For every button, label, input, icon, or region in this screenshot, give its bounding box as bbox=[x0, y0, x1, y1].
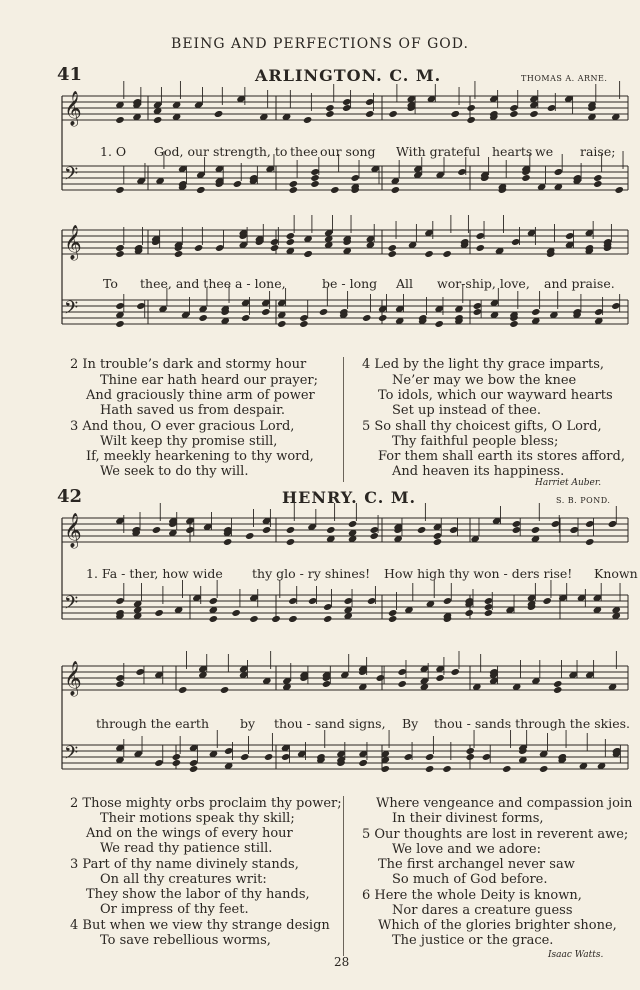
lyric-word: and praise. bbox=[544, 276, 615, 291]
verse-line: In their divinest forms, bbox=[392, 811, 544, 826]
note-head bbox=[531, 526, 540, 534]
page-header: BEING AND PERFECTIONS OF GOD. bbox=[171, 36, 469, 52]
bass-clef: 𝄢 bbox=[64, 743, 79, 768]
note-head bbox=[310, 168, 319, 176]
note-head bbox=[435, 674, 444, 682]
verse-line: 2 In trouble’s dark and stormy hour bbox=[70, 357, 307, 372]
note-head bbox=[425, 753, 434, 761]
note-head bbox=[433, 532, 442, 540]
note-head bbox=[466, 747, 475, 755]
note-head bbox=[209, 615, 218, 623]
verse-line: To save rebellious worms, bbox=[100, 933, 271, 948]
note-head bbox=[115, 674, 124, 682]
note-head bbox=[615, 186, 624, 194]
lyric-word: be - long bbox=[322, 276, 378, 291]
note-head bbox=[388, 615, 397, 623]
note-head bbox=[451, 110, 460, 118]
note-head bbox=[594, 308, 603, 316]
note-head bbox=[482, 753, 491, 761]
note-head bbox=[115, 116, 124, 124]
note-head bbox=[154, 609, 163, 617]
note-head bbox=[281, 753, 290, 761]
note-head bbox=[231, 609, 240, 617]
note-head bbox=[365, 110, 374, 118]
treble-clef: 𝄞 bbox=[64, 91, 82, 126]
lyric-word: our song bbox=[320, 144, 376, 159]
note-head bbox=[442, 250, 451, 258]
lyric-word: To bbox=[103, 276, 118, 291]
note-head bbox=[509, 320, 518, 328]
verse-line: And graciously thine arm of power bbox=[86, 388, 315, 403]
note-head bbox=[466, 116, 475, 124]
note-head bbox=[319, 308, 328, 316]
verse-line: And on the wings of every hour bbox=[86, 826, 293, 841]
note-head bbox=[424, 250, 433, 258]
verse-line: Wilt keep thy promise still, bbox=[100, 434, 278, 449]
verse-line: The first archangel never saw bbox=[378, 857, 575, 872]
note-head bbox=[154, 759, 163, 767]
note-head bbox=[425, 765, 434, 773]
note-head bbox=[233, 180, 242, 188]
note-head bbox=[115, 186, 124, 194]
note-head bbox=[196, 186, 205, 194]
verse-line: The justice or the grace. bbox=[392, 933, 554, 948]
note-head bbox=[214, 110, 223, 118]
note-head bbox=[512, 520, 521, 528]
note-head bbox=[585, 538, 594, 546]
note-head bbox=[172, 759, 181, 767]
note-head bbox=[417, 526, 426, 534]
note-head bbox=[473, 302, 482, 310]
note-head bbox=[115, 244, 124, 252]
note-head bbox=[388, 110, 397, 118]
verse-line: We read thy patience still. bbox=[100, 841, 273, 856]
verse-line: Which of the glories brighter shone, bbox=[378, 918, 617, 933]
lyric-word: God, our strength, to bbox=[154, 144, 288, 159]
note-head bbox=[178, 686, 187, 694]
verse-line: Thine ear hath heard our prayer; bbox=[100, 373, 318, 388]
note-head bbox=[240, 753, 249, 761]
lyric-word: thou - sand signs, bbox=[274, 716, 386, 731]
note-head bbox=[521, 174, 530, 182]
note-head bbox=[388, 609, 397, 617]
note-head bbox=[115, 680, 124, 688]
verse-line: And heaven its happiness. bbox=[392, 464, 565, 479]
note-head bbox=[593, 174, 602, 182]
verse-line: 6 Here the whole Deity is known, bbox=[362, 888, 582, 903]
note-head bbox=[344, 597, 353, 605]
note-head bbox=[270, 238, 279, 246]
lyric-word: wor-ship, love, bbox=[437, 276, 530, 291]
note-head bbox=[310, 180, 319, 188]
composer-arne: THOMAS A. ARNE. bbox=[521, 74, 608, 83]
lyric-word: thou - sands through the skies. bbox=[434, 716, 630, 731]
note-head bbox=[223, 538, 232, 546]
note-head bbox=[185, 526, 194, 534]
note-head bbox=[310, 174, 319, 182]
note-head bbox=[484, 597, 493, 605]
verse-line: Where vengeance and compassion join bbox=[376, 796, 633, 811]
hymn-number-41: 41 bbox=[57, 64, 83, 85]
note-head bbox=[288, 597, 297, 605]
treble-clef: 𝄞 bbox=[64, 661, 82, 696]
note-head bbox=[457, 168, 466, 176]
note-head bbox=[466, 753, 475, 761]
note-head bbox=[449, 526, 458, 534]
verse-line: 5 Our thoughts are lost in reverent awe; bbox=[362, 827, 629, 842]
verse-line: To idols, which our wayward hearts bbox=[378, 388, 613, 403]
note-head bbox=[509, 104, 518, 112]
note-head bbox=[433, 538, 442, 546]
lyric-word: How high thy won - ders rise! bbox=[384, 566, 573, 581]
verse-line: Nor dares a creature guess bbox=[392, 903, 573, 918]
note-head bbox=[308, 597, 317, 605]
note-head bbox=[404, 753, 413, 761]
author-watts: Isaac Watts. bbox=[548, 950, 604, 960]
note-head bbox=[325, 104, 334, 112]
note-head bbox=[261, 308, 270, 316]
lyric-word: we bbox=[535, 144, 554, 159]
note-head bbox=[115, 250, 124, 258]
lyric-word: With grateful bbox=[396, 144, 481, 159]
note-head bbox=[593, 180, 602, 188]
note-head bbox=[473, 308, 482, 316]
note-head bbox=[174, 250, 183, 258]
note-head bbox=[442, 765, 451, 773]
note-head bbox=[388, 250, 397, 258]
verse-line: Ne’er may we bow the knee bbox=[392, 373, 577, 388]
verse-line: 4 But when we view thy strange design bbox=[70, 918, 330, 933]
note-head bbox=[547, 104, 556, 112]
verse-line: 2 Those mighty orbs proclaim thy power; bbox=[70, 796, 342, 811]
note-head bbox=[367, 597, 376, 605]
note-head bbox=[554, 168, 563, 176]
lyric-word: hearts bbox=[492, 144, 533, 159]
lyric-word: by bbox=[240, 716, 256, 731]
lyric-word: raise; bbox=[580, 144, 616, 159]
note-head bbox=[484, 603, 493, 611]
note-head bbox=[553, 680, 562, 688]
tune-title-henry: HENRY. C. M. bbox=[282, 488, 417, 507]
note-head bbox=[189, 765, 198, 773]
verse-divider bbox=[343, 796, 344, 956]
note-head bbox=[270, 244, 279, 252]
lyric-word: thee, and thee bbox=[140, 276, 232, 291]
author-auber: Harriet Auber. bbox=[535, 478, 602, 488]
note-head bbox=[286, 238, 295, 246]
note-head bbox=[370, 532, 379, 540]
note-head bbox=[342, 98, 351, 106]
verse-line: They show the labor of thy hands, bbox=[86, 887, 310, 902]
lyric-word: All bbox=[396, 276, 414, 291]
note-head bbox=[565, 232, 574, 240]
hymn-number-42: 42 bbox=[57, 486, 83, 507]
lyric-word: By bbox=[402, 716, 419, 731]
note-head bbox=[277, 320, 286, 328]
note-head bbox=[189, 759, 198, 767]
note-head bbox=[509, 110, 518, 118]
lyric-word: Known bbox=[594, 566, 638, 581]
lyric-word: through the earth bbox=[96, 716, 209, 731]
note-head bbox=[172, 753, 181, 761]
page-number: 28 bbox=[334, 955, 350, 969]
note-head bbox=[388, 244, 397, 252]
note-head bbox=[378, 314, 387, 322]
verse-line: Or impress of thy feet. bbox=[100, 902, 249, 917]
note-head bbox=[542, 597, 551, 605]
note-head bbox=[529, 110, 538, 118]
note-head bbox=[376, 674, 385, 682]
note-head bbox=[299, 314, 308, 322]
note-head bbox=[342, 104, 351, 112]
verse-line: For them shall earth its stores afford, bbox=[378, 449, 625, 464]
note-head bbox=[194, 244, 203, 252]
bass-clef: 𝄢 bbox=[64, 164, 79, 189]
note-head bbox=[209, 597, 218, 605]
note-head bbox=[358, 759, 367, 767]
note-head bbox=[303, 250, 312, 258]
note-head bbox=[271, 615, 280, 623]
note-head bbox=[466, 104, 475, 112]
note-head bbox=[365, 98, 374, 106]
note-head bbox=[553, 686, 562, 694]
note-head bbox=[476, 232, 485, 240]
note-head bbox=[391, 186, 400, 194]
note-head bbox=[303, 116, 312, 124]
note-head bbox=[484, 609, 493, 617]
note-head bbox=[153, 116, 162, 124]
lyric-word: thee bbox=[290, 144, 318, 159]
verse-line: 3 Part of thy name divinely stands, bbox=[70, 857, 299, 872]
note-head bbox=[241, 314, 250, 322]
note-head bbox=[115, 320, 124, 328]
note-head bbox=[152, 526, 161, 534]
note-head bbox=[348, 520, 357, 528]
note-head bbox=[289, 180, 298, 188]
verse-line: 4 Led by the light thy grace imparts, bbox=[362, 357, 605, 372]
treble-clef: 𝄞 bbox=[64, 225, 82, 260]
tune-title-arlington: ARLINGTON. C. M. bbox=[255, 66, 442, 85]
note-head bbox=[434, 320, 443, 328]
note-head bbox=[351, 174, 360, 182]
note-head bbox=[531, 308, 540, 316]
note-head bbox=[286, 232, 295, 240]
note-head bbox=[264, 753, 273, 761]
note-head bbox=[115, 302, 124, 310]
note-head bbox=[198, 314, 207, 322]
note-head bbox=[511, 238, 520, 246]
lyric-word: a - lone, bbox=[235, 276, 286, 291]
note-head bbox=[115, 597, 124, 605]
note-head bbox=[323, 615, 332, 623]
note-head bbox=[611, 302, 620, 310]
note-head bbox=[464, 609, 473, 617]
lyric-word: 1. O bbox=[100, 144, 127, 159]
note-head bbox=[325, 110, 334, 118]
note-head bbox=[289, 186, 298, 194]
composer-pond: S. B. POND. bbox=[556, 496, 611, 505]
note-head bbox=[136, 302, 145, 310]
bass-clef: 𝄢 bbox=[64, 298, 79, 323]
lyric-word: 1. Fa - ther, how wide bbox=[86, 566, 223, 581]
verse-divider bbox=[343, 357, 344, 482]
note-head bbox=[286, 538, 295, 546]
note-head bbox=[443, 597, 452, 605]
note-head bbox=[608, 520, 617, 528]
note-head bbox=[220, 686, 229, 694]
verse-line: If, meekly hearkening to thy word, bbox=[86, 449, 314, 464]
lyric-word: thy glo - ry shines! bbox=[252, 566, 371, 581]
note-head bbox=[512, 526, 521, 534]
verse-line: 3 And thou, O ever gracious Lord, bbox=[70, 419, 295, 434]
note-head bbox=[370, 526, 379, 534]
note-head bbox=[569, 526, 578, 534]
note-head bbox=[362, 314, 371, 322]
note-head bbox=[539, 765, 548, 773]
note-head bbox=[249, 615, 258, 623]
verse-line: Their motions speak thy skill; bbox=[100, 811, 295, 826]
note-head bbox=[135, 668, 144, 676]
treble-clef: 𝄞 bbox=[64, 513, 82, 548]
verse-line: We seek to do thy will. bbox=[100, 464, 249, 479]
verse-line: We love and we adore: bbox=[392, 842, 541, 857]
note-head bbox=[326, 526, 335, 534]
note-head bbox=[322, 680, 331, 688]
verse-line: 5 So shall thy choicest gifts, O Lord, bbox=[362, 419, 602, 434]
note-head bbox=[551, 520, 560, 528]
note-head bbox=[299, 320, 308, 328]
verse-line: So much of God before. bbox=[392, 872, 548, 887]
note-head bbox=[476, 244, 485, 252]
verse-line: Hath saved us from despair. bbox=[100, 403, 286, 418]
verse-line: Thy faithful people bless; bbox=[392, 434, 559, 449]
note-head bbox=[286, 526, 295, 534]
note-head bbox=[330, 186, 339, 194]
note-head bbox=[397, 668, 406, 676]
note-head bbox=[245, 532, 254, 540]
bass-clef: 𝄢 bbox=[64, 593, 79, 618]
note-head bbox=[585, 520, 594, 528]
verse-line: Set up instead of thee. bbox=[392, 403, 541, 418]
note-head bbox=[262, 526, 271, 534]
note-head bbox=[397, 680, 406, 688]
note-head bbox=[450, 668, 459, 676]
note-head bbox=[215, 244, 224, 252]
note-head bbox=[224, 747, 233, 755]
note-head bbox=[288, 615, 297, 623]
verse-line: On all thy creatures writ: bbox=[100, 872, 267, 887]
note-head bbox=[502, 765, 511, 773]
note-head bbox=[323, 603, 332, 611]
